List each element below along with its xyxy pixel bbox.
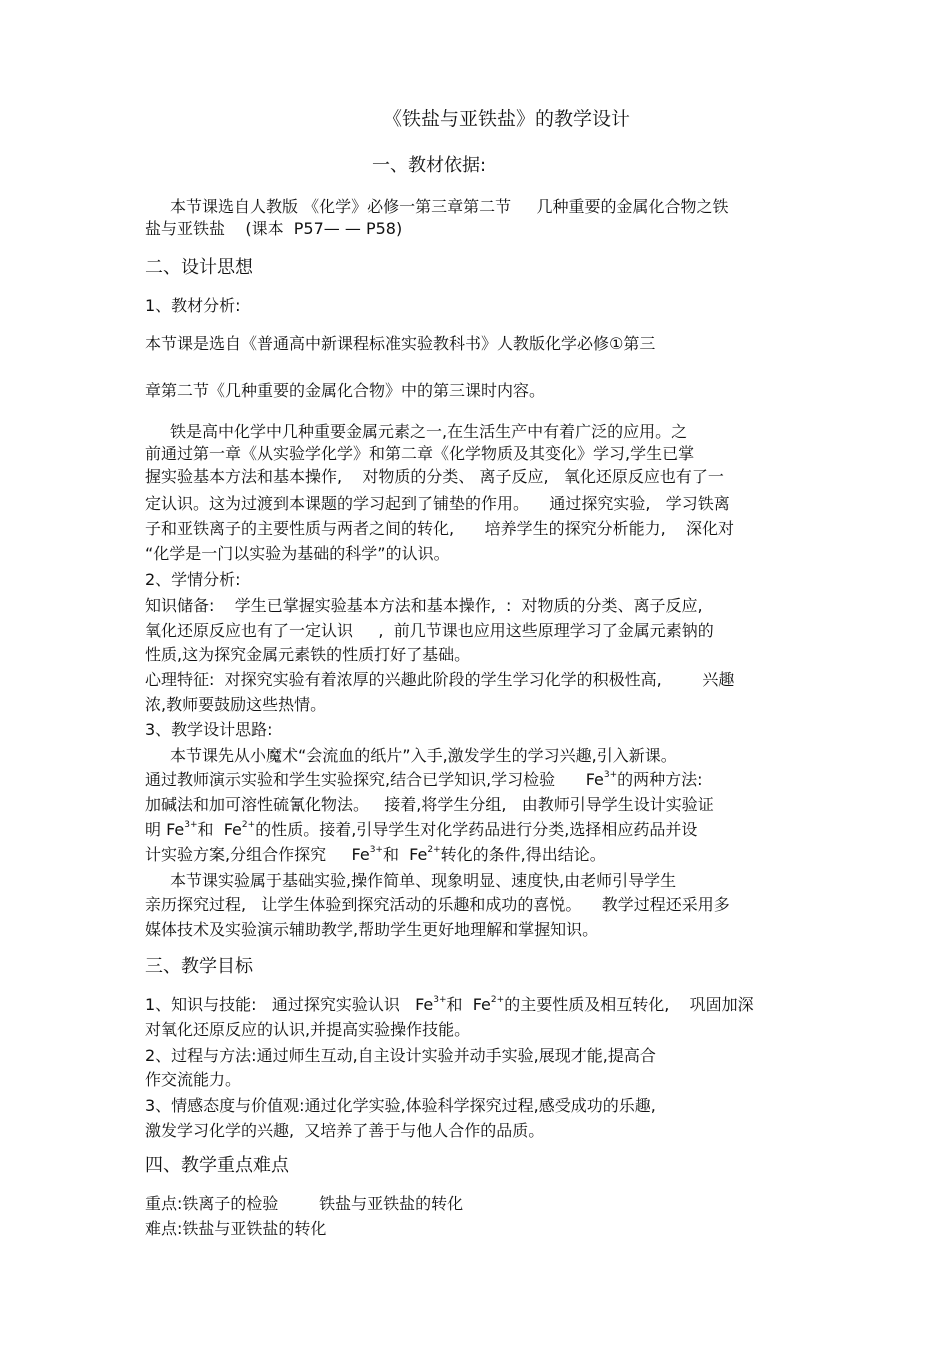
difficult-point-line: 难点:铁盐与亚铁盐的转化	[145, 1219, 327, 1238]
section-2-heading: 二、设计思想	[145, 257, 253, 278]
fe2-charge: 2+	[427, 845, 441, 855]
paragraph-line: 激发学习化学的兴趣, 又培养了善于与他人合作的品质。	[145, 1121, 545, 1140]
section-4-heading: 四、教学重点难点	[145, 1155, 289, 1176]
paragraph-line: 定认识。这为过渡到本课题的学习起到了铺垫的作用。 通过探究实验, 学习铁离	[145, 494, 730, 513]
paragraph-line: 对氧化还原反应的认识,并提高实验操作技能。	[145, 1020, 471, 1039]
paragraph-line: 前通过第一章《从实验学化学》和第二章《化学物质及其变化》学习,学生已掌	[145, 444, 695, 463]
paragraph-line: 亲历探究过程, 让学生体验到探究活动的乐趣和成功的喜悦。 教学过程还采用多	[145, 895, 730, 914]
doc-title: 《铁盐与亚铁盐》的教学设计	[383, 108, 631, 130]
paragraph-line: 作交流能力。	[145, 1070, 242, 1089]
text-run: 计实验方案,分组合作探究 Fe	[145, 845, 370, 864]
paragraph-line: 心理特征: 对探究实验有着浓厚的兴趣此阶段的学生学习化学的积极性高, 兴趣	[145, 670, 735, 689]
paragraph-line: 浓,教师要鼓励这些热情。	[145, 695, 327, 714]
paragraph-line: 章第二节《几种重要的金属化合物》中的第三课时内容。	[145, 381, 546, 400]
paragraph-line: 子和亚铁离子的主要性质与两者之间的转化, 培养学生的探究分析能力, 深化对	[145, 519, 735, 538]
fe2-charge: 2+	[490, 995, 505, 1005]
fe3-charge: 3+	[433, 995, 447, 1005]
fe2-charge: 2+	[241, 820, 256, 830]
paragraph-line: “化学是一门以实验为基础的科学”的认识。	[145, 544, 450, 563]
section-3-heading: 三、教学目标	[145, 956, 253, 977]
text-run: 和 Fe	[446, 995, 491, 1014]
text-run: 转化的条件,得出结论。	[440, 845, 606, 864]
paragraph-line: 本节课实验属于基础实验,操作简单、现象明显、速度快,由老师引导学生	[170, 871, 677, 890]
paragraph-line	[145, 769, 703, 791]
fe3-charge: 3+	[369, 845, 383, 855]
text-run: 通过教师演示实验和学生实验探究,结合已学知识,学习检验 Fe	[145, 770, 604, 789]
paragraph-line: 性质,这为探究金属元素铁的性质打好了基础。	[145, 645, 471, 664]
paragraph-line	[145, 844, 606, 866]
paragraph-line: 2、过程与方法:通过师生互动,自主设计实验并动手实验,展现才能,提高合	[145, 1046, 656, 1065]
subsection-heading: 3、教学设计思路:	[145, 720, 273, 739]
paragraph-line: 铁是高中化学中几种重要金属元素之一,在生活生产中有着广泛的应用。之	[170, 422, 688, 441]
text-run: 和 Fe	[197, 820, 242, 839]
subsection-heading: 2、学情分析:	[145, 570, 241, 589]
section-1-line: 本节课选自人教版 《化学》必修一第三章第二节 几种重要的金属化合物之铁	[170, 197, 729, 216]
key-point-line: 重点:铁离子的检验 铁盐与亚铁盐的转化	[145, 1194, 464, 1213]
section-1-line: 盐与亚铁盐 (课本 P57— — P58)	[145, 219, 403, 238]
paragraph-line	[145, 994, 754, 1016]
paragraph-line: 媒体技术及实验演示辅助教学,帮助学生更好地理解和掌握知识。	[145, 920, 599, 939]
paragraph-line: 握实验基本方法和基本操作, 对物质的分类、 离子反应, 氧化还原反应也有了一	[145, 467, 724, 486]
paragraph-line: 氧化还原反应也有了一定认识 , 前几节课也应用这些原理学习了金属元素钠的	[145, 621, 714, 640]
paragraph-line	[145, 819, 697, 841]
paragraph-line: 加碱法和加可溶性硫氰化物法。 接着,将学生分组, 由教师引导学生设计实验证	[145, 795, 714, 814]
subsection-heading: 1、教材分析:	[145, 296, 241, 315]
text-run: 的性质。接着,引导学生对化学药品进行分类,选择相应药品并设	[255, 820, 698, 839]
section-1-heading: 一、教材依据:	[372, 155, 487, 176]
fe3-charge: 3+	[184, 820, 198, 830]
text-run: 1、知识与技能: 通过探究实验认识 Fe	[145, 995, 434, 1014]
text-run: 的主要性质及相互转化, 巩固加深	[504, 995, 754, 1014]
text-run: 的两种方法:	[617, 770, 703, 789]
text-run: 明 Fe	[145, 820, 185, 839]
paragraph-line: 3、情感态度与价值观:通过化学实验,体验科学探究过程,感受成功的乐趣,	[145, 1096, 656, 1115]
fe3-charge: 3+	[603, 770, 618, 780]
paragraph-line: 本节课是选自《普通高中新课程标准实验教科书》人教版化学必修①第三	[145, 334, 656, 353]
text-run: 和 Fe	[382, 845, 428, 864]
paragraph-line: 知识储备: 学生已掌握实验基本方法和基本操作, : 对物质的分类、离子反应,	[145, 596, 703, 615]
paragraph-line: 本节课先从小魔术“会流血的纸片”入手,激发学生的学习兴趣,引入新课。	[170, 746, 677, 765]
